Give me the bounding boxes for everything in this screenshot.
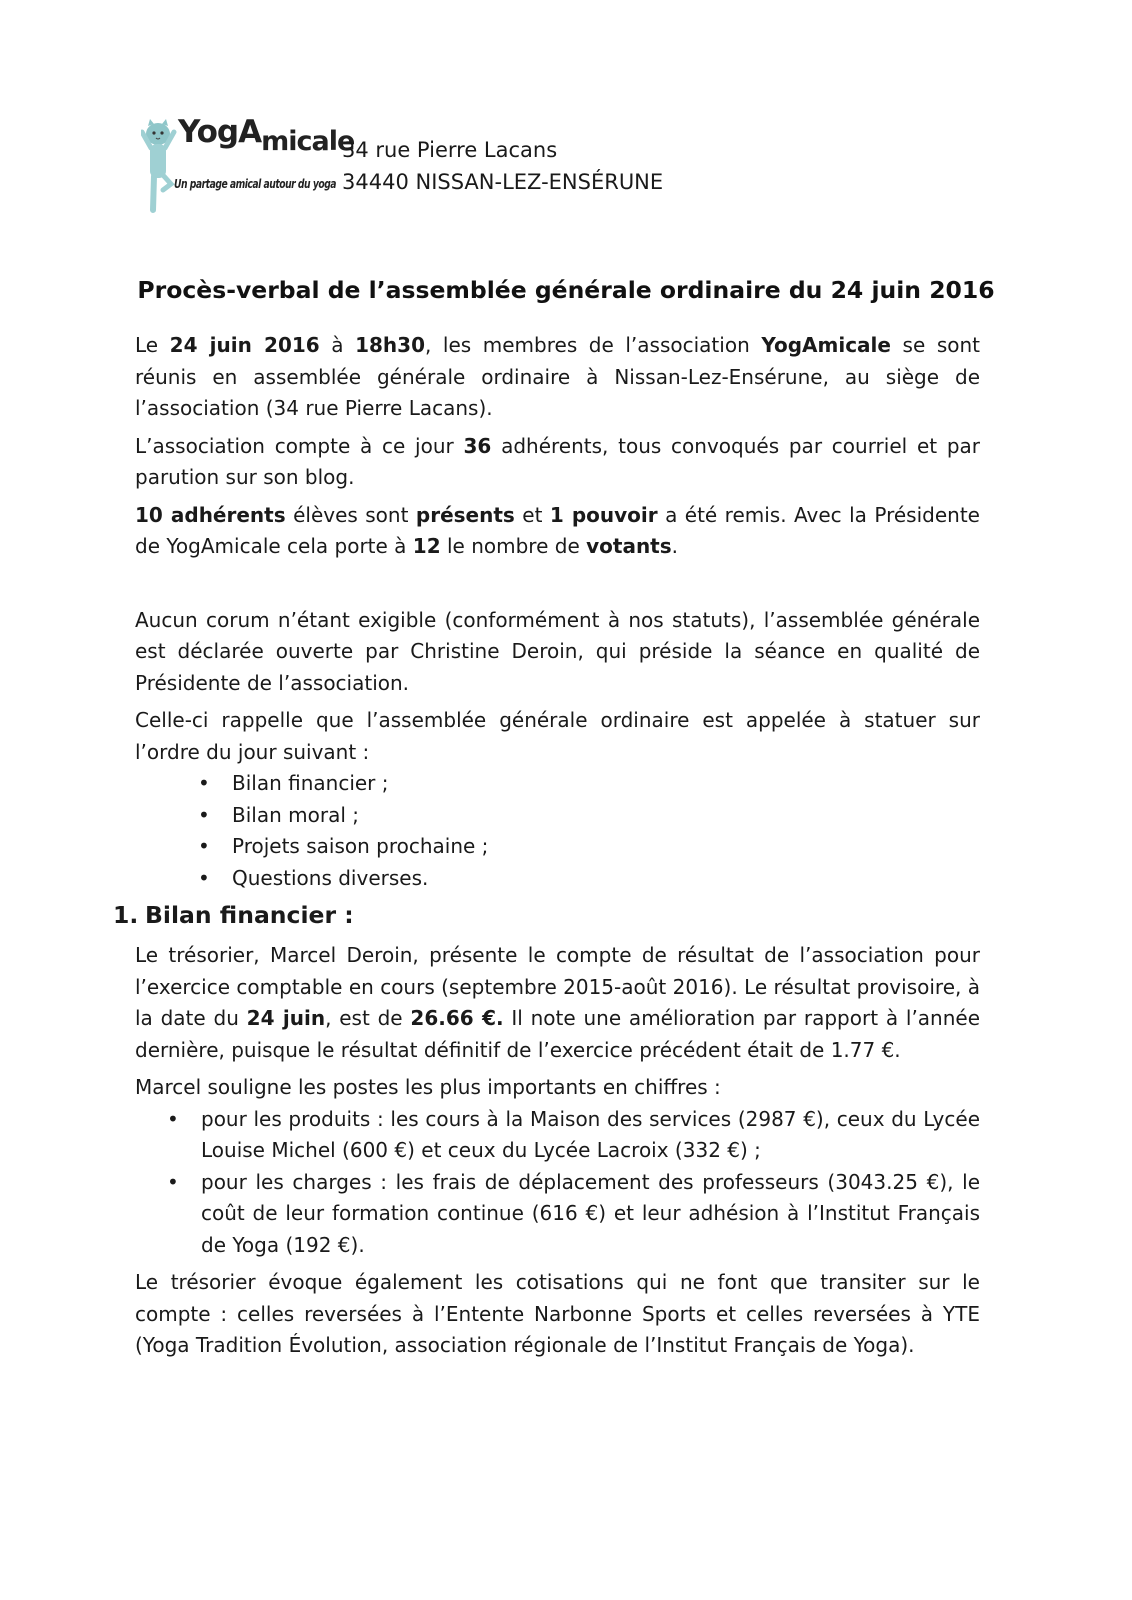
section-heading: 1. Bilan financier : <box>113 901 354 929</box>
logo-title: YogAmicale <box>178 114 355 157</box>
intro-paragraph-3: 10 adhérents élèves sont présents et 1 pouvoir a été remis. Avec la Présidente de YogAmicale cela porte à 12 le nombre de votants. <box>135 502 980 558</box>
logo-subtitle: Un partage amical autour du yoga <box>174 176 337 191</box>
intro-paragraph-1: Le 24 juin 2016 à 18h30, les membres de l’association YogAmicale se sont réunis en assemblée générale ordinaire à Nissan-Lez-Ensérune, au siège de l’association (34 rue Pierre Lacans). <box>135 333 980 420</box>
yogamicale-logo <box>137 112 355 217</box>
agenda-item: • Bilan financier ; <box>232 768 980 800</box>
document-title: Procès-verbal de l’assemblée générale ordinaire du 24 juin 2016 <box>137 276 995 304</box>
postes-list <box>135 1104 980 1262</box>
financial-paragraph-2: Marcel souligne les postes les plus importants en chiffres : <box>135 1075 721 1099</box>
address <box>342 134 663 198</box>
financial-paragraph-3: Le trésorier évoque également les cotisations qui ne font que transiter sur le compte : celles reversées à l’Entente Narbonne Sports et celles reversées à YTE (Yoga Tradition Évolution, association régionale de l’Institut Français de Yoga). <box>135 1270 980 1357</box>
postes-item: • pour les charges : les frais de déplacement des professeurs (3043.25 €), le coût de leur formation continue (616 €) et leur adhésion à l’Institut Français de Yoga (192 €). <box>201 1167 980 1262</box>
cat-mascot-icon <box>141 118 177 214</box>
intro-paragraph-2: L’association compte à ce jour 36 adhérents, tous convoqués par courriel et par parution sur son blog. <box>135 433 981 489</box>
agenda-list <box>135 768 980 894</box>
financial-paragraph-1: Le trésorier, Marcel Deroin, présente le compte de résultat de l’association pour l’exercice comptable en cours (septembre 2015-août 2016). Le résultat provisoire, à la date du 24 juin, est de 26.66 €. Il note une amélioration par rapport à l’année dernière, puisque le résultat définitif de l’exercice précédent était de 1.77 €. <box>135 943 981 1062</box>
document-body <box>113 330 981 1368</box>
agenda-item: • Questions diverses. <box>232 863 980 895</box>
agenda-intro: Celle-ci rappelle que l’assemblée générale ordinaire est appelée à statuer sur l’ordre du jour suivant : <box>135 708 980 764</box>
letterhead <box>137 112 837 217</box>
opening-paragraph: Aucun corum n’étant exigible (conformément à nos statuts), l’assemblée générale est déclarée ouverte par Christine Deroin, qui préside la séance en qualité de Présidente de l’association. <box>135 607 980 695</box>
address-line-1: 34 rue Pierre Lacans <box>342 138 558 162</box>
agenda-item: • Projets saison prochaine ; <box>232 831 980 863</box>
agenda-item: • Bilan moral ; <box>232 800 980 832</box>
postes-item: • pour les produits : les cours à la Maison des services (2987 €), ceux du Lycée Louise Michel (600 €) et ceux du Lycée Lacroix (332 €) ; <box>201 1104 980 1167</box>
address-line-2: 34440 NISSAN-LEZ-ENSÉRUNE <box>342 170 664 194</box>
